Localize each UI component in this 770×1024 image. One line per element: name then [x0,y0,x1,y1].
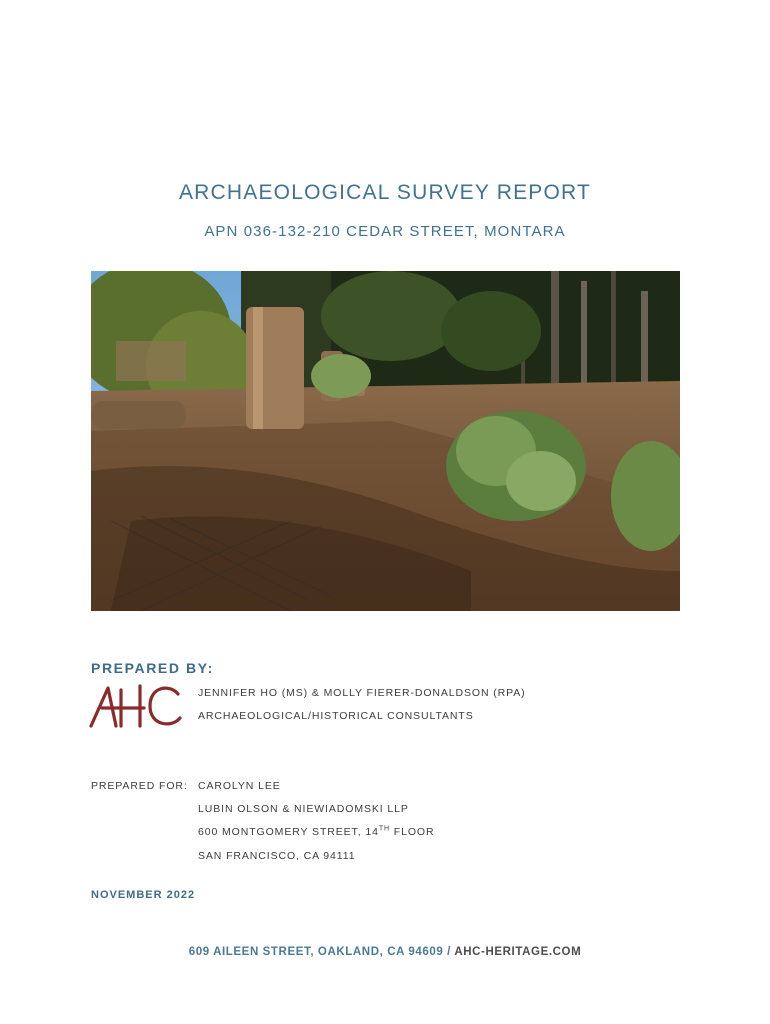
site-photo [91,271,680,611]
report-date: NOVEMBER 2022 [91,889,196,901]
ahc-logo [88,682,183,730]
report-title: ARCHAEOLOGICAL SURVEY REPORT [178,181,592,204]
prepared-by-heading: PREPARED BY: [91,660,214,676]
report-subtitle: APN 036-132-210 CEDAR STREET, MONTARA [204,223,566,240]
client-name: CAROLYN LEE [198,780,281,792]
client-city: SAN FRANCISCO, CA 94111 [198,850,356,862]
prepared-by-authors: JENNIFER HO (MS) & MOLLY FIERER-DONALDSON (RPA) [198,687,526,699]
client-firm: LUBIN OLSON & NIEWIADOMSKI LLP [198,803,409,815]
footer-website[interactable]: AHC-HERITAGE.COM [454,946,582,958]
client-address-street: 600 MONTGOMERY STREET, 14TH FLOOR [198,825,435,838]
prepared-by-organization: ARCHAEOLOGICAL/HISTORICAL CONSULTANTS [198,710,474,722]
footer [0,946,770,958]
prepared-for-label: PREPARED FOR: [91,780,188,792]
footer-address: 609 AILEEN STREET, OAKLAND, CA 94609 / [188,946,455,958]
